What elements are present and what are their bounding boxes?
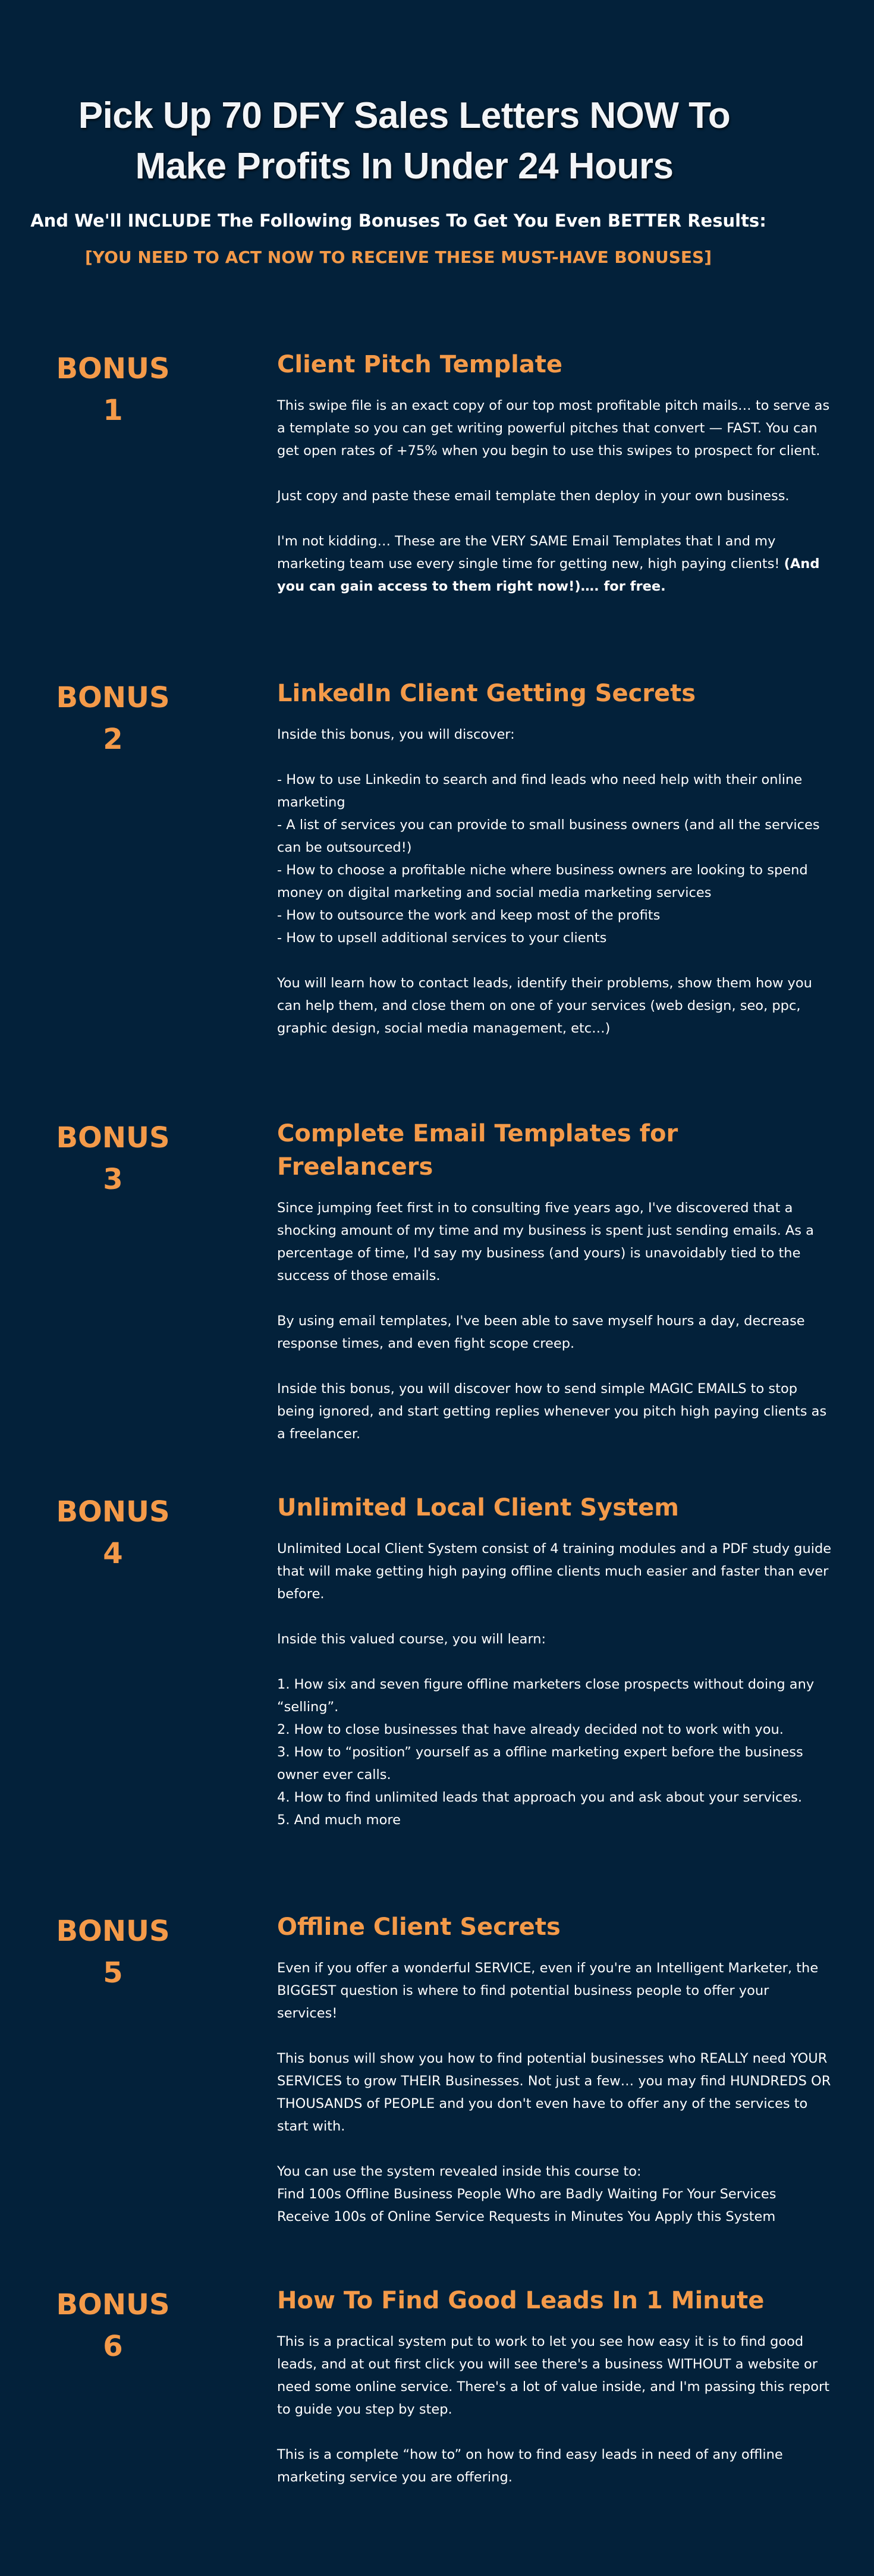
bonus-number: 3 bbox=[103, 1163, 123, 1196]
bonus-title: Complete Email Templates for Freelancers bbox=[277, 1120, 678, 1181]
bonus-content bbox=[277, 1491, 833, 1831]
bonus-description bbox=[277, 394, 833, 598]
bonus-content bbox=[277, 1910, 833, 2228]
bonus-paragraph: This is a practical system put to work to let you see how easy it is to find good leads, and at out first click you will see there's a business WITHOUT a website or need some online service. There's a lot of value inside, and I'm passing this report to guide you step by step. bbox=[277, 2334, 830, 2417]
bonus-paragraph: Inside this bonus, you will discover: bbox=[277, 727, 515, 742]
bonus-label-word: BONUS bbox=[56, 1121, 170, 1154]
bonus-title: LinkedIn Client Getting Secrets bbox=[277, 680, 696, 707]
list-item: 4. How to find unlimited leads that approach you and ask about your services. bbox=[277, 1790, 803, 1805]
bonus-paragraph: Since jumping feet first in to consulting five years ago, I've discovered that a shocking amount of my time and my business is spent just sending emails. As a percentage of time, I'd say my business (and yours) is unavoidably tied to the success of those emails. bbox=[277, 1200, 814, 1284]
bonus-title: Offline Client Secrets bbox=[277, 1913, 561, 1941]
bonus-paragraph: Inside this bonus, you will discover how to send simple MAGIC EMAILS to stop being ignored, and start getting replies whenever you pitch high paying clients as a freelancer. bbox=[277, 1381, 827, 1442]
bonus-paragraph-emphasis: (And you can gain access to them right now!)…. for free. bbox=[277, 556, 820, 594]
list-item: 1. How six and seven figure offline marketers close prospects without doing any “selling”. bbox=[277, 1677, 815, 1715]
bonus-paragraph bbox=[277, 530, 833, 598]
list-item: 3. How to “position” yourself as a offline marketing expert before the business owner ever calls. bbox=[277, 1744, 803, 1783]
list-item: - A list of services you can provide to small business owners (and all the services can be outsourced!) bbox=[277, 817, 820, 855]
bonus-description bbox=[277, 1197, 833, 1445]
page-headline bbox=[36, 90, 773, 192]
bonus-list bbox=[277, 1673, 833, 1831]
list-item: - How to outsource the work and keep most of the profits bbox=[277, 908, 661, 923]
bonus-paragraph: This swipe file is an exact copy of our top most profitable pitch mails… to serve as a template so you can get writing powerful pitches that convert — FAST. You can get open rates of +75% when you begin to use this swipes to prospect for client. bbox=[277, 398, 830, 459]
bonus-number: 2 bbox=[103, 723, 123, 756]
bonus-content bbox=[277, 1117, 833, 1445]
bonus-label bbox=[24, 1117, 202, 1200]
bonus-content bbox=[277, 677, 833, 1040]
list-item: Find 100s Offline Business People Who are Badly Waiting For Your Services bbox=[277, 2186, 776, 2202]
bonus-label-word: BONUS bbox=[56, 352, 170, 385]
bonus-paragraph: Just copy and paste these email template then deploy in your own business. bbox=[277, 488, 790, 504]
bonus-title: Client Pitch Template bbox=[277, 351, 563, 378]
bonus-label-word: BONUS bbox=[56, 1915, 170, 1948]
bonus-content bbox=[277, 348, 833, 598]
bonus-description bbox=[277, 1538, 833, 1831]
bonus-paragraph: You will learn how to contact leads, identify their problems, show them how you can help them, and close them on one of your services (web design, seo, ppc, graphic design, social media management, etc…) bbox=[277, 975, 812, 1036]
list-item: Receive 100s of Online Service Requests in Minutes You Apply this System bbox=[277, 2209, 776, 2224]
bonus-paragraph: Unlimited Local Client System consist of 4 training modules and a PDF study guide that will make getting high paying offline clients much easier and faster than ever before. bbox=[277, 1541, 832, 1602]
bonus-content bbox=[277, 2284, 833, 2489]
bonus-label bbox=[24, 1491, 202, 1574]
bonus-label bbox=[24, 2284, 202, 2367]
bonus-number: 1 bbox=[103, 394, 123, 427]
bonus-label-word: BONUS bbox=[56, 1495, 170, 1529]
bonus-list bbox=[277, 768, 833, 949]
bonus-paragraph: Inside this valued course, you will learn: bbox=[277, 1631, 546, 1647]
bonus-paragraph-text: I'm not kidding… These are the VERY SAME Email Templates that I and my marketing team use every single time for getting new, high paying clients! bbox=[277, 534, 784, 572]
urgent-notice: [YOU NEED TO ACT NOW TO RECEIVE THESE MUST-HAVE BONUSES] bbox=[85, 247, 712, 267]
bonus-number: 4 bbox=[103, 1537, 123, 1570]
list-item: - How to upsell additional services to your clients bbox=[277, 930, 607, 946]
bonus-number: 5 bbox=[103, 1956, 123, 1990]
list-item: You can use the system revealed inside this course to: bbox=[277, 2164, 642, 2179]
bonus-label-word: BONUS bbox=[56, 2288, 170, 2321]
list-item: 5. And much more bbox=[277, 1812, 401, 1828]
list-item: 2. How to close businesses that have already decided not to work with you. bbox=[277, 1722, 784, 1737]
bonus-number: 6 bbox=[103, 2330, 123, 2363]
list-item: - How to use Linkedin to search and find leads who need help with their online marketing bbox=[277, 772, 803, 810]
headline-line-1: Pick Up 70 DFY Sales Letters NOW To bbox=[78, 95, 731, 136]
bonus-paragraph: By using email templates, I've been able to save myself hours a day, decrease response times, and even fight scope creep. bbox=[277, 1313, 805, 1351]
bonus-description bbox=[277, 723, 833, 1040]
bonus-intro-subheadline: And We'll INCLUDE The Following Bonuses To Get You Even BETTER Results: bbox=[30, 211, 766, 231]
headline-line-2: Make Profits In Under 24 Hours bbox=[135, 146, 674, 187]
bonus-description bbox=[277, 2330, 833, 2489]
bonus-description bbox=[277, 1957, 833, 2228]
bonus-paragraph: This is a complete “how to” on how to find easy leads in need of any offline marketing service you are offering. bbox=[277, 2447, 783, 2485]
bonus-paragraph: Even if you offer a wonderful SERVICE, even if you're an Intelligent Marketer, the BIGGEST question is where to find potential business people to offer your services! bbox=[277, 1960, 819, 2021]
bonus-label-word: BONUS bbox=[56, 681, 170, 714]
bonus-title: How To Find Good Leads In 1 Minute bbox=[277, 2287, 765, 2314]
bonus-paragraph: This bonus will show you how to find potential businesses who REALLY need YOUR SERVICES to grow THEIR Businesses. Not just a few… you may find HUNDREDS OR THOUSANDS of PEOPLE and you don't even have to offer any of the services to start with. bbox=[277, 2051, 831, 2134]
bonus-label bbox=[24, 677, 202, 760]
bonus-list bbox=[277, 2160, 833, 2228]
bonus-title: Unlimited Local Client System bbox=[277, 1494, 679, 1521]
bonus-label bbox=[24, 1910, 202, 1994]
bonus-label bbox=[24, 348, 202, 431]
list-item: - How to choose a profitable niche where business owners are looking to spend money on digital marketing and social media marketing services bbox=[277, 862, 808, 900]
